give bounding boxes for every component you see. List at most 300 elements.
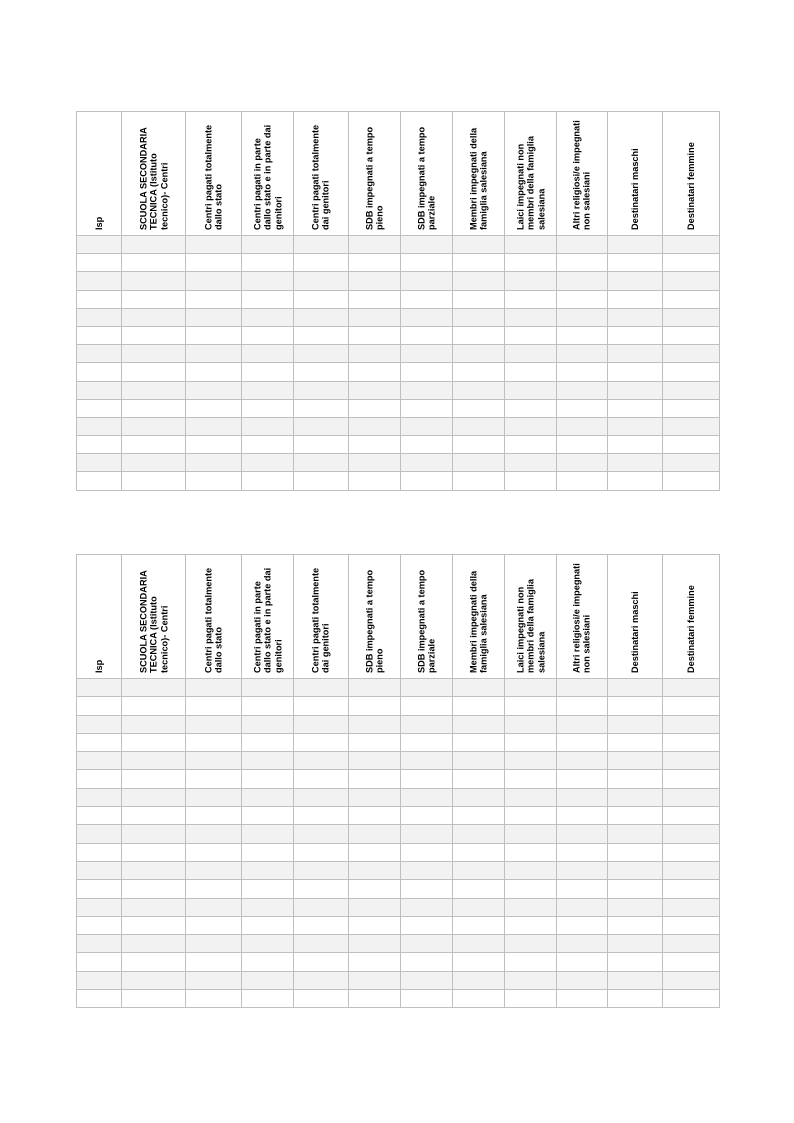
table-cell[interactable] — [122, 236, 186, 254]
table-cell[interactable] — [122, 345, 186, 363]
table-cell[interactable] — [242, 454, 294, 472]
table-cell[interactable] — [77, 916, 122, 934]
table-cell[interactable] — [122, 290, 186, 308]
table-cell[interactable] — [608, 399, 663, 417]
table-cell[interactable] — [122, 363, 186, 381]
table-cell[interactable] — [453, 345, 505, 363]
table-cell[interactable] — [505, 715, 557, 733]
table-cell[interactable] — [294, 436, 349, 454]
table-cell[interactable] — [401, 916, 453, 934]
table-cell[interactable] — [77, 898, 122, 916]
table-cell[interactable] — [557, 843, 608, 861]
table-cell[interactable] — [401, 861, 453, 879]
table-cell[interactable] — [122, 752, 186, 770]
table-cell[interactable] — [505, 326, 557, 344]
table-cell[interactable] — [349, 752, 401, 770]
table-cell[interactable] — [242, 697, 294, 715]
table-cell[interactable] — [505, 733, 557, 751]
table-cell[interactable] — [294, 697, 349, 715]
table-cell[interactable] — [608, 715, 663, 733]
table-cell[interactable] — [242, 363, 294, 381]
table-cell[interactable] — [401, 990, 453, 1008]
table-cell[interactable] — [663, 308, 720, 326]
table-cell[interactable] — [294, 417, 349, 435]
table-cell[interactable] — [608, 898, 663, 916]
table-cell[interactable] — [77, 880, 122, 898]
table-cell[interactable] — [557, 326, 608, 344]
table-cell[interactable] — [186, 916, 242, 934]
table-cell[interactable] — [294, 898, 349, 916]
table-cell[interactable] — [557, 715, 608, 733]
table-cell[interactable] — [401, 935, 453, 953]
table-cell[interactable] — [453, 236, 505, 254]
table-cell[interactable] — [608, 454, 663, 472]
table-cell[interactable] — [505, 843, 557, 861]
table-cell[interactable] — [122, 898, 186, 916]
table-cell[interactable] — [122, 326, 186, 344]
table-cell[interactable] — [557, 272, 608, 290]
table-cell[interactable] — [242, 770, 294, 788]
table-cell[interactable] — [401, 272, 453, 290]
table-cell[interactable] — [77, 935, 122, 953]
table-cell[interactable] — [401, 953, 453, 971]
table-cell[interactable] — [349, 326, 401, 344]
table-cell[interactable] — [663, 898, 720, 916]
table-cell[interactable] — [557, 752, 608, 770]
table-cell[interactable] — [186, 953, 242, 971]
table-cell[interactable] — [349, 308, 401, 326]
table-cell[interactable] — [663, 436, 720, 454]
table-cell[interactable] — [505, 971, 557, 989]
table-cell[interactable] — [77, 363, 122, 381]
table-cell[interactable] — [186, 971, 242, 989]
table-cell[interactable] — [294, 880, 349, 898]
table-cell[interactable] — [77, 436, 122, 454]
table-cell[interactable] — [349, 953, 401, 971]
table-cell[interactable] — [557, 381, 608, 399]
table-cell[interactable] — [186, 290, 242, 308]
table-cell[interactable] — [663, 953, 720, 971]
table-cell[interactable] — [242, 308, 294, 326]
table-cell[interactable] — [505, 752, 557, 770]
table-cell[interactable] — [453, 399, 505, 417]
table-cell[interactable] — [453, 417, 505, 435]
table-cell[interactable] — [349, 971, 401, 989]
table-cell[interactable] — [294, 254, 349, 272]
table-cell[interactable] — [186, 697, 242, 715]
table-cell[interactable] — [453, 898, 505, 916]
table-cell[interactable] — [294, 399, 349, 417]
table-cell[interactable] — [401, 715, 453, 733]
table-cell[interactable] — [122, 715, 186, 733]
table-cell[interactable] — [557, 679, 608, 697]
table-cell[interactable] — [663, 326, 720, 344]
table-cell[interactable] — [122, 472, 186, 490]
table-cell[interactable] — [122, 454, 186, 472]
table-cell[interactable] — [453, 308, 505, 326]
table-cell[interactable] — [505, 990, 557, 1008]
table-cell[interactable] — [663, 825, 720, 843]
table-cell[interactable] — [557, 254, 608, 272]
table-cell[interactable] — [557, 308, 608, 326]
table-cell[interactable] — [505, 770, 557, 788]
table-cell[interactable] — [349, 916, 401, 934]
table-cell[interactable] — [608, 254, 663, 272]
table-cell[interactable] — [663, 880, 720, 898]
table-cell[interactable] — [557, 345, 608, 363]
table-cell[interactable] — [186, 990, 242, 1008]
table-cell[interactable] — [242, 290, 294, 308]
table-cell[interactable] — [294, 916, 349, 934]
table-cell[interactable] — [663, 935, 720, 953]
table-cell[interactable] — [505, 861, 557, 879]
table-cell[interactable] — [608, 788, 663, 806]
table-cell[interactable] — [453, 254, 505, 272]
table-cell[interactable] — [186, 825, 242, 843]
table-cell[interactable] — [557, 733, 608, 751]
table-cell[interactable] — [186, 472, 242, 490]
table-cell[interactable] — [242, 399, 294, 417]
table-cell[interactable] — [242, 953, 294, 971]
table-cell[interactable] — [294, 971, 349, 989]
table-cell[interactable] — [242, 345, 294, 363]
table-cell[interactable] — [294, 715, 349, 733]
table-cell[interactable] — [608, 861, 663, 879]
table-cell[interactable] — [663, 916, 720, 934]
table-cell[interactable] — [349, 381, 401, 399]
table-cell[interactable] — [608, 436, 663, 454]
table-cell[interactable] — [453, 697, 505, 715]
table-cell[interactable] — [122, 697, 186, 715]
table-cell[interactable] — [77, 290, 122, 308]
table-cell[interactable] — [186, 807, 242, 825]
table-cell[interactable] — [77, 417, 122, 435]
table-cell[interactable] — [186, 733, 242, 751]
table-cell[interactable] — [294, 770, 349, 788]
table-cell[interactable] — [608, 752, 663, 770]
table-cell[interactable] — [349, 417, 401, 435]
table-cell[interactable] — [122, 733, 186, 751]
table-cell[interactable] — [505, 290, 557, 308]
table-cell[interactable] — [557, 363, 608, 381]
table-cell[interactable] — [401, 236, 453, 254]
table-cell[interactable] — [349, 436, 401, 454]
table-cell[interactable] — [294, 733, 349, 751]
table-cell[interactable] — [505, 436, 557, 454]
table-cell[interactable] — [186, 715, 242, 733]
table-cell[interactable] — [663, 861, 720, 879]
table-cell[interactable] — [453, 679, 505, 697]
table-cell[interactable] — [122, 254, 186, 272]
table-cell[interactable] — [242, 381, 294, 399]
table-cell[interactable] — [122, 953, 186, 971]
table-cell[interactable] — [186, 363, 242, 381]
table-cell[interactable] — [77, 807, 122, 825]
table-cell[interactable] — [242, 825, 294, 843]
table-cell[interactable] — [242, 752, 294, 770]
table-cell[interactable] — [349, 861, 401, 879]
table-cell[interactable] — [401, 363, 453, 381]
table-cell[interactable] — [663, 363, 720, 381]
table-cell[interactable] — [77, 381, 122, 399]
table-cell[interactable] — [401, 697, 453, 715]
table-cell[interactable] — [186, 843, 242, 861]
table-cell[interactable] — [349, 399, 401, 417]
table-cell[interactable] — [453, 825, 505, 843]
table-cell[interactable] — [608, 363, 663, 381]
table-cell[interactable] — [557, 971, 608, 989]
table-cell[interactable] — [186, 752, 242, 770]
table-cell[interactable] — [242, 679, 294, 697]
table-cell[interactable] — [186, 454, 242, 472]
table-cell[interactable] — [453, 752, 505, 770]
table-cell[interactable] — [349, 254, 401, 272]
table-cell[interactable] — [349, 807, 401, 825]
table-cell[interactable] — [122, 916, 186, 934]
table-cell[interactable] — [608, 971, 663, 989]
table-cell[interactable] — [608, 272, 663, 290]
table-cell[interactable] — [401, 454, 453, 472]
table-cell[interactable] — [77, 715, 122, 733]
table-cell[interactable] — [505, 679, 557, 697]
table-cell[interactable] — [663, 788, 720, 806]
table-cell[interactable] — [453, 381, 505, 399]
table-cell[interactable] — [401, 825, 453, 843]
table-cell[interactable] — [505, 953, 557, 971]
table-cell[interactable] — [294, 472, 349, 490]
table-cell[interactable] — [77, 770, 122, 788]
table-cell[interactable] — [77, 399, 122, 417]
table-cell[interactable] — [294, 290, 349, 308]
table-cell[interactable] — [294, 861, 349, 879]
table-cell[interactable] — [294, 953, 349, 971]
table-cell[interactable] — [122, 807, 186, 825]
table-cell[interactable] — [294, 454, 349, 472]
table-cell[interactable] — [294, 752, 349, 770]
table-cell[interactable] — [453, 436, 505, 454]
table-cell[interactable] — [294, 308, 349, 326]
table-cell[interactable] — [505, 254, 557, 272]
table-cell[interactable] — [401, 971, 453, 989]
table-cell[interactable] — [663, 399, 720, 417]
table-cell[interactable] — [122, 935, 186, 953]
table-cell[interactable] — [242, 807, 294, 825]
table-cell[interactable] — [294, 935, 349, 953]
table-cell[interactable] — [294, 825, 349, 843]
table-cell[interactable] — [349, 733, 401, 751]
table-cell[interactable] — [663, 971, 720, 989]
table-cell[interactable] — [401, 290, 453, 308]
table-cell[interactable] — [401, 472, 453, 490]
table-cell[interactable] — [294, 843, 349, 861]
table-cell[interactable] — [401, 436, 453, 454]
table-cell[interactable] — [401, 770, 453, 788]
table-cell[interactable] — [186, 399, 242, 417]
table-cell[interactable] — [122, 272, 186, 290]
table-cell[interactable] — [557, 454, 608, 472]
table-cell[interactable] — [401, 345, 453, 363]
table-cell[interactable] — [453, 454, 505, 472]
table-cell[interactable] — [77, 733, 122, 751]
table-cell[interactable] — [349, 290, 401, 308]
table-cell[interactable] — [608, 381, 663, 399]
table-cell[interactable] — [186, 381, 242, 399]
table-cell[interactable] — [77, 825, 122, 843]
table-cell[interactable] — [505, 381, 557, 399]
table-cell[interactable] — [186, 861, 242, 879]
table-cell[interactable] — [453, 272, 505, 290]
table-cell[interactable] — [663, 807, 720, 825]
table-cell[interactable] — [557, 770, 608, 788]
table-cell[interactable] — [401, 880, 453, 898]
table-cell[interactable] — [505, 345, 557, 363]
table-cell[interactable] — [453, 326, 505, 344]
table-cell[interactable] — [294, 236, 349, 254]
table-cell[interactable] — [453, 880, 505, 898]
table-cell[interactable] — [453, 843, 505, 861]
table-cell[interactable] — [663, 381, 720, 399]
table-cell[interactable] — [557, 472, 608, 490]
table-cell[interactable] — [557, 880, 608, 898]
table-cell[interactable] — [186, 236, 242, 254]
table-cell[interactable] — [242, 733, 294, 751]
table-cell[interactable] — [242, 472, 294, 490]
table-cell[interactable] — [557, 417, 608, 435]
table-cell[interactable] — [294, 272, 349, 290]
table-cell[interactable] — [663, 770, 720, 788]
table-cell[interactable] — [505, 399, 557, 417]
table-cell[interactable] — [349, 236, 401, 254]
table-cell[interactable] — [77, 788, 122, 806]
table-cell[interactable] — [663, 697, 720, 715]
table-cell[interactable] — [663, 843, 720, 861]
table-cell[interactable] — [77, 454, 122, 472]
table-cell[interactable] — [505, 472, 557, 490]
table-cell[interactable] — [294, 381, 349, 399]
table-cell[interactable] — [608, 825, 663, 843]
table-cell[interactable] — [242, 861, 294, 879]
table-cell[interactable] — [122, 381, 186, 399]
table-cell[interactable] — [505, 697, 557, 715]
table-cell[interactable] — [122, 843, 186, 861]
table-cell[interactable] — [453, 861, 505, 879]
table-cell[interactable] — [453, 788, 505, 806]
table-cell[interactable] — [242, 843, 294, 861]
table-cell[interactable] — [608, 326, 663, 344]
table-cell[interactable] — [242, 236, 294, 254]
table-cell[interactable] — [122, 861, 186, 879]
table-cell[interactable] — [557, 807, 608, 825]
table-cell[interactable] — [663, 236, 720, 254]
table-cell[interactable] — [505, 880, 557, 898]
table-cell[interactable] — [77, 752, 122, 770]
table-cell[interactable] — [186, 326, 242, 344]
table-cell[interactable] — [608, 417, 663, 435]
table-cell[interactable] — [242, 880, 294, 898]
table-cell[interactable] — [242, 898, 294, 916]
table-cell[interactable] — [608, 345, 663, 363]
table-cell[interactable] — [557, 861, 608, 879]
table-cell[interactable] — [608, 770, 663, 788]
table-cell[interactable] — [77, 345, 122, 363]
table-cell[interactable] — [77, 953, 122, 971]
table-cell[interactable] — [453, 472, 505, 490]
table-cell[interactable] — [557, 236, 608, 254]
table-cell[interactable] — [453, 971, 505, 989]
table-cell[interactable] — [505, 825, 557, 843]
table-cell[interactable] — [505, 916, 557, 934]
table-cell[interactable] — [401, 752, 453, 770]
table-cell[interactable] — [505, 363, 557, 381]
table-cell[interactable] — [349, 454, 401, 472]
table-cell[interactable] — [557, 916, 608, 934]
table-cell[interactable] — [122, 825, 186, 843]
table-cell[interactable] — [401, 788, 453, 806]
table-cell[interactable] — [401, 417, 453, 435]
table-cell[interactable] — [294, 990, 349, 1008]
table-cell[interactable] — [242, 417, 294, 435]
table-cell[interactable] — [505, 807, 557, 825]
table-cell[interactable] — [663, 290, 720, 308]
table-cell[interactable] — [186, 272, 242, 290]
table-cell[interactable] — [557, 935, 608, 953]
table-cell[interactable] — [608, 733, 663, 751]
table-cell[interactable] — [505, 898, 557, 916]
table-cell[interactable] — [242, 715, 294, 733]
table-cell[interactable] — [186, 254, 242, 272]
table-cell[interactable] — [242, 436, 294, 454]
table-cell[interactable] — [349, 770, 401, 788]
table-cell[interactable] — [349, 679, 401, 697]
table-cell[interactable] — [242, 971, 294, 989]
table-cell[interactable] — [505, 308, 557, 326]
table-cell[interactable] — [242, 935, 294, 953]
table-cell[interactable] — [186, 436, 242, 454]
table-cell[interactable] — [608, 290, 663, 308]
table-cell[interactable] — [294, 679, 349, 697]
table-cell[interactable] — [349, 880, 401, 898]
table-cell[interactable] — [557, 990, 608, 1008]
table-cell[interactable] — [349, 697, 401, 715]
table-cell[interactable] — [453, 916, 505, 934]
table-cell[interactable] — [608, 472, 663, 490]
table-cell[interactable] — [557, 436, 608, 454]
table-cell[interactable] — [122, 770, 186, 788]
table-cell[interactable] — [608, 236, 663, 254]
table-cell[interactable] — [453, 935, 505, 953]
table-cell[interactable] — [242, 990, 294, 1008]
table-cell[interactable] — [242, 272, 294, 290]
table-cell[interactable] — [77, 843, 122, 861]
table-cell[interactable] — [557, 290, 608, 308]
table-cell[interactable] — [663, 345, 720, 363]
table-cell[interactable] — [242, 326, 294, 344]
table-cell[interactable] — [242, 916, 294, 934]
table-cell[interactable] — [608, 916, 663, 934]
table-cell[interactable] — [122, 399, 186, 417]
table-cell[interactable] — [608, 990, 663, 1008]
table-cell[interactable] — [349, 272, 401, 290]
table-cell[interactable] — [349, 990, 401, 1008]
table-cell[interactable] — [77, 472, 122, 490]
table-cell[interactable] — [186, 345, 242, 363]
table-cell[interactable] — [401, 308, 453, 326]
table-cell[interactable] — [77, 272, 122, 290]
table-cell[interactable] — [557, 825, 608, 843]
table-cell[interactable] — [122, 436, 186, 454]
table-cell[interactable] — [122, 679, 186, 697]
table-cell[interactable] — [77, 326, 122, 344]
